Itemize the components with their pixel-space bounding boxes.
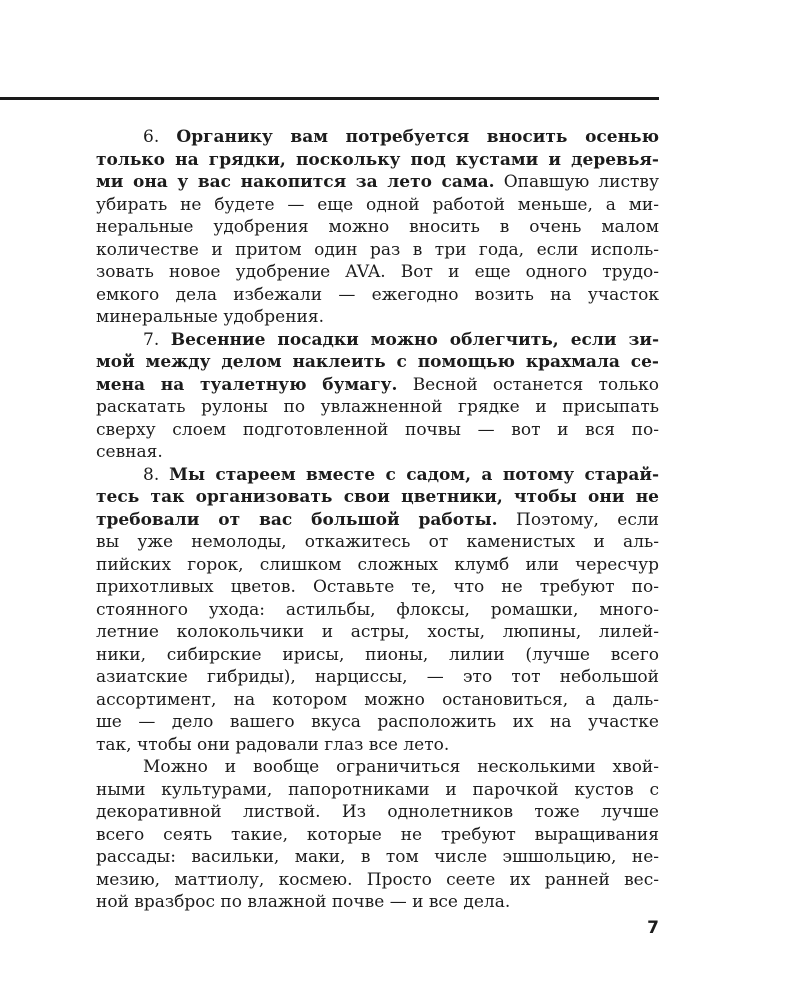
paragraph-6: [96, 126, 659, 329]
text-line: только на грядки, поскольку под кустами и деревья-: [96, 149, 659, 170]
text-line: пийских горок, слишком сложных клумб или чересчур: [96, 554, 659, 575]
text-line: 6. Органику вам потребуется вносить осенью: [143, 127, 659, 147]
text-line: мой между делом наклеить с помощью крахмала се-: [96, 352, 659, 372]
text-line: тесь так организовать свои цветники, чтобы они не: [96, 487, 659, 507]
text-line: емкого дела избежали — ежегодно возить на участок: [96, 284, 659, 305]
list-number: 6.: [143, 127, 160, 147]
text-line: декоративной листвой. Из однолетников тоже лучше: [96, 802, 659, 822]
list-number: 8.: [143, 464, 160, 485]
text-line: требовали от вас большой работы. Поэтому, если: [96, 509, 659, 530]
page-number: 7: [647, 918, 659, 938]
text-line: минеральные удобрения.: [96, 307, 325, 327]
text-line: так, чтобы они радовали глаз все лето.: [96, 734, 450, 755]
text-line: ассортимент, на котором можно остановиться, а даль-: [96, 689, 659, 710]
text-line: ники, сибирские ирисы, пионы, лилии (лучше всего: [96, 644, 659, 665]
text-line: раскатать рулоны по увлажненной грядке и присыпать: [96, 397, 659, 417]
text-line: прихотливых цветов. Оставьте те, что не требуют по-: [96, 577, 659, 597]
page-body: [96, 126, 659, 914]
text-line: ной вразброс по влажной почве — и все дела.: [96, 892, 511, 912]
text-line: неральные удобрения можно вносить в очень малом: [96, 217, 659, 237]
text-line: рассады: васильки, маки, в том числе эшшольцию, не-: [96, 847, 659, 867]
text-line: Можно и вообще ограничиться несколькими хвой-: [143, 757, 659, 777]
text-line: азиатские гибриды), нарциссы, — это тот небольшой: [96, 667, 659, 687]
text-line: севная.: [96, 442, 163, 462]
text-line: ными культурами, папоротниками и парочкой кустов с: [96, 779, 659, 800]
text-line: сверху слоем подготовленной почвы — вот и вся по-: [96, 419, 659, 440]
text-line: всего сеять такие, которые не требуют выращивания: [96, 824, 659, 845]
paragraph-8: [96, 464, 659, 757]
text-line: 7. Весенние посадки можно облегчить, если зи-: [143, 329, 659, 350]
text-line: количестве и притом один раз в три года, если исполь-: [96, 239, 659, 260]
text-line: мена на туалетную бумагу. Весной останется только: [96, 374, 659, 395]
text-line: стоянного ухода: астильбы, флоксы, ромашки, много-: [96, 599, 659, 620]
header-rule: [0, 97, 659, 100]
text-line: зовать новое удобрение AVA. Вот и еще одного трудо-: [96, 262, 659, 282]
text-line: летние колокольчики и астры, хосты, люпины, лилей-: [96, 622, 659, 642]
text-line: мезию, маттиолу, космею. Просто сеете их ранней вес-: [96, 869, 659, 890]
text-line: 8. Мы стареем вместе с садом, а потому старай-: [143, 464, 659, 485]
list-number: 7.: [143, 329, 160, 350]
paragraph-7: [96, 329, 659, 464]
text-line: ше — дело вашего вкуса расположить их на участке: [96, 712, 659, 732]
text-line: вы уже немолоды, откажитесь от каменистых и аль-: [96, 532, 659, 552]
paragraph-final: [96, 756, 659, 914]
text-line: ми она у вас накопится за лето сама. Опавшую листву: [96, 172, 659, 192]
text-line: убирать не будете — еще одной работой меньше, а ми-: [96, 194, 659, 215]
